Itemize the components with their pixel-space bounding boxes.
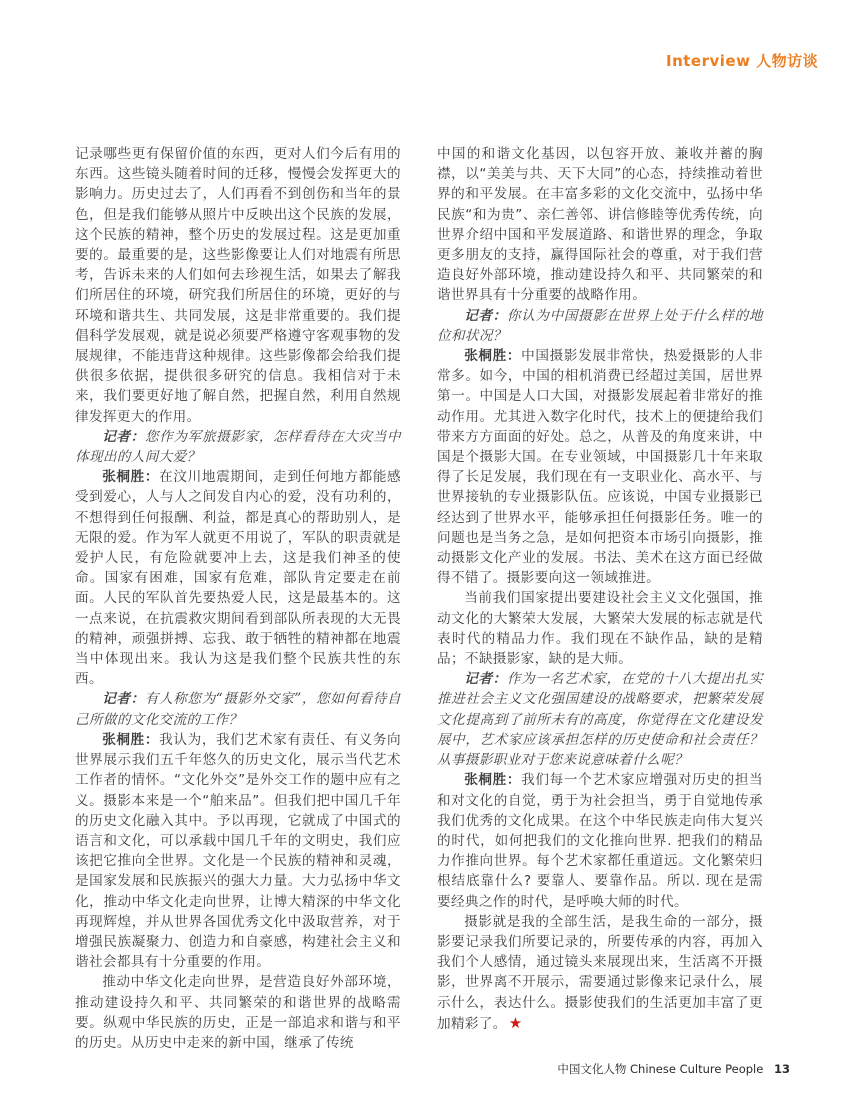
body-paragraph (75, 972, 401, 1053)
body-paragraph (437, 588, 763, 669)
interviewer-label: 记者： (464, 307, 507, 324)
answer-text: 我们每一个艺术家应增强对历史的担当和对文化的自觉，勇于为社会担当，勇于自觉地传承我们优秀的文化成果。在这个中华民族走向伟大复兴的时代，如何把我们的文化推向世界. 把我们的精品力作推向世界。每个艺术家都任重道远。文化繁荣归根结底靠什么? 要靠人、要靠作品。所以. 现在是需要经典之作的时代，是呼唤大师的时代。 (437, 772, 764, 910)
page-footer (557, 1061, 790, 1077)
answer-text: 中国摄影发展非常快，热爱摄影的人非常多。如今，中国的相机消费已经超过美国，居世界第一。中国是人口大国，对摄影发展起着非常好的推动作用。尤其进入数字化时代，技术上的便捷给我们带来方方面面的好处。总之，从普及的角度来讲，中国是个摄影大国。在专业领域，中国摄影几十年来取得了长足发展，我们现在有一支职业化、高水平、与世界接轨的专业摄影队伍。应该说，中国专业摄影已经达到了世界水平，能够承担任何摄影任务。唯一的问题也是当务之急，是如何把资本市场引向摄影，推动摄影文化产业的发展。书法、美术在这方面已经做得不错了。摄影要向这一领域推进。 (437, 348, 764, 587)
section-header: Interview 人物访谈 (666, 52, 819, 70)
interviewer-label: 记者： (464, 671, 507, 688)
question-text: 您作为军旅摄影家，怎样看待在大灾当中体现出的人间大爱？ (75, 428, 401, 466)
question-text: 有人称您为“摄影外交家”，您如何看待自己所做的文化交流的工作？ (75, 691, 401, 728)
question-paragraph (75, 689, 401, 729)
left-column (75, 144, 401, 1053)
answer-paragraph (437, 770, 763, 911)
question-paragraph (437, 669, 763, 770)
answer-paragraph (75, 730, 401, 972)
question-paragraph (437, 306, 763, 346)
right-column (437, 144, 763, 1034)
paragraph-text: 推动中华文化走向世界，是营造良好外部环境，推动建设持久和平、共同繁荣的和谐世界的战略需要。纵观中华民族的历史，正是一部追求和谐与和平的历史。从历史中走来的新中国，继承了传统 (75, 974, 401, 1051)
body-paragraph (437, 144, 763, 306)
interviewer-label: 记者： (102, 428, 145, 445)
answer-text: 我认为，我们艺术家有责任、有义务向世界展示我们五千年悠久的历史文化，展示当代艺术工作者的情怀。“文化外交”是外交工作的题中应有之义。摄影本来是一个“舶来品”。但我们把中国几千年的历史文化融入其中。予以再现，它就成了中国式的语言和文化，可以承载中国几千年的文明史，我们应该把它推向全世界。文化是一个民族的精神和灵魂，是国家发展和民族振兴的强大力量。大力弘扬中华文化，推动中华文化走向世界，让博大精深的中华文化再现辉煌，并从世界各国优秀文化中汲取营养，对于增强民族凝聚力、创造力和自豪感，构建社会主义和谐社会都具有十分重要的作用。 (75, 731, 402, 971)
paragraph-text: 中国的和谐文化基因，以包容开放、兼收并蓄的胸襟，以“美美与共、天下大同”的心态，持续推动着世界的和平发展。在丰富多彩的文化交流中，弘扬中华民族“和为贵”、亲仁善邻、讲信修睦等优秀传统，向世界介绍中国和平发展道路、和谐世界的理念，争取更多朋友的支持，赢得国际社会的尊重，对于我们营造良好外部环境，推动建设持久和平、共同繁荣的和谐世界具有十分重要的战略作用。 (437, 146, 763, 304)
paragraph-text: 摄影就是我的全部生活，是我生命的一部分，摄影要记录我们所要记录的，所要传承的内容，再加入我们个人感情，通过镜头来展现出来，生活离不开摄影，世界离不开展示，需要通过影像来记录什么，展示什么，表达什么。摄影使我们的生活更加丰富了更加精彩了。 (437, 913, 763, 1032)
question-text: 你认为中国摄影在世界上处于什么样的地位和状况？ (437, 307, 763, 344)
answer-paragraph (437, 346, 763, 588)
page-number: 13 (773, 1062, 790, 1076)
answer-text: 在汶川地震期间，走到任何地方都能感受到爱心，人与人之间发自内心的爱，没有功利的，不想得到任何报酬、利益，都是真心的帮助别人，是无限的爱。作为军人就更不用说了，军队的职责就是爱护人民，有危险就要冲上去，这是我们神圣的使命。国家有困难，国家有危难，部队肯定要走在前面。人民的军队首先要热爱人民，这是最基本的。这一点来说，在抗震救灾期间看到部队所表现的大无畏的精神，顽强拼搏、忘我、敢于牺牲的精神都在地震当中体现出来。我认为这是我们整个民族共性的东西。 (75, 469, 402, 688)
body-paragraph (437, 912, 763, 1034)
question-text: 作为一名艺术家，在党的十八大提出扎实推进社会主义文化强国建设的战略要求，把繁荣发展文化提高到了前所未有的高度，你觉得在文化建设发展中，艺术家应该承担怎样的历史使命和社会责任？从事摄影职业对于您来说意味着什么呢？ (437, 671, 763, 769)
paragraph-text: 记录哪些更有保留价值的东西，更对人们今后有用的东西。这些镜头随着时间的迁移，慢慢会发挥更大的影响力。历史过去了，人们再看不到创伤和当年的景色，但是我们能够从照片中反映出这个民族的发展，这个民族的精神，整个历史的发展过程。这是更加重要的。最重要的是，这些影像要让人们对地震有所思考，告诉未来的人们如何去珍视生活，如果去了解我们所居住的环境，研究我们所居住的环境，更好的与环境和谐共生、共同发展，这是非常重要的。我们提倡科学发展观，就是说必须要严格遵守客观事物的发展规律，不能违背这种规律。这些影像都会给我们提供很多依据，提供很多研究的信息。我相信对于未来，我们要更好地了解自然，把握自然，利用自然规律发挥更大的作用。 (75, 146, 401, 425)
interviewee-label: 张桐胜： (102, 469, 160, 486)
question-paragraph (75, 427, 401, 467)
publication-name-en: Chinese Culture People (630, 1062, 764, 1076)
answer-paragraph (75, 467, 401, 689)
end-star-icon: ★ (508, 1013, 523, 1032)
publication-name-cn: 中国文化人物 (557, 1062, 627, 1076)
interviewee-label: 张桐胜： (464, 772, 522, 789)
body-paragraph (75, 144, 401, 427)
paragraph-text: 当前我们国家提出要建设社会主义文化强国，推动文化的大繁荣大发展，大繁荣大发展的标志就是代表时代的精品力作。我们现在不缺作品，缺的是精品；不缺摄影家，缺的是大师。 (437, 590, 763, 668)
interviewee-label: 张桐胜： (102, 731, 160, 748)
interviewee-label: 张桐胜： (464, 348, 522, 365)
interviewer-label: 记者： (102, 691, 145, 708)
